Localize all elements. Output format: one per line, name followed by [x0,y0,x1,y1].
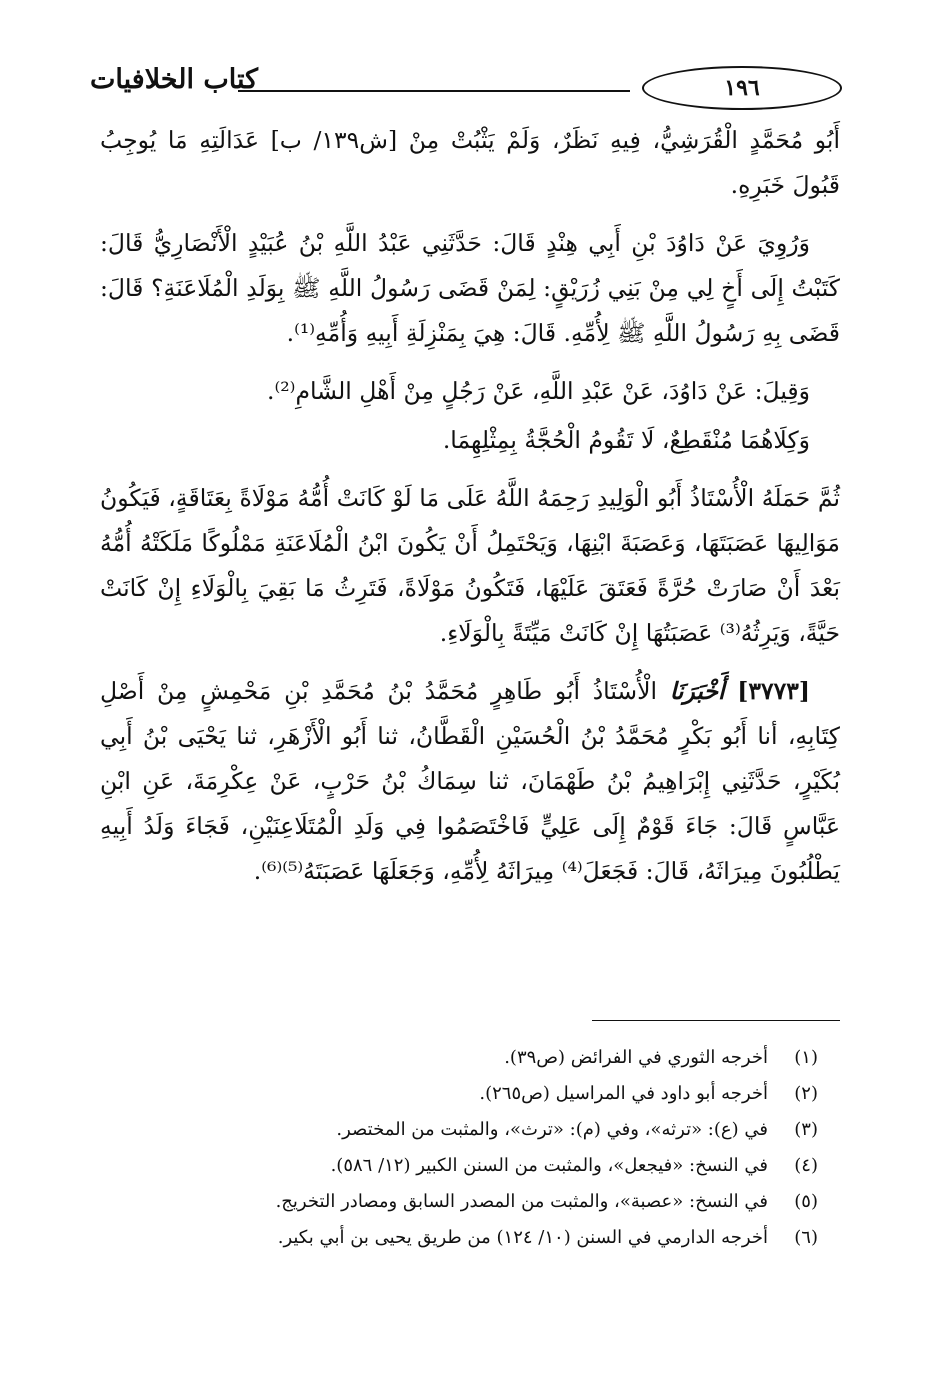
page-number: ١٩٦ [724,75,760,101]
footnote-text: أخرجه أبو داود في المراسيل (ص٢٦٥). [479,1083,768,1104]
footnote [120,1220,818,1256]
footnote-number: (٥) [794,1191,818,1212]
footnote-text: أخرجه الدارمي في السنن (١٠/ ١٢٤) من طريق يحيى بن أبي بكير. [277,1227,768,1248]
footnote [120,1184,818,1220]
paragraph-5: ثُمَّ حَمَلَهُ الْأُسْتَاذُ أَبُو الْوَلِيدِ رَحِمَهُ اللَّهُ عَلَى مَا لَوْ كَانَتْ أُمُّهُ مَوْلَاةً بِعَتَاقَةٍ، فَيَكُونُ مَوَالِيهَا عَصَبَتَهَا، وَعَصَبَةَ ابْنِهَا، وَيَحْتَمِلُ أَنْ يَكُونَ ابْنُ الْمُلَاعَنَةِ مَمْلُوكًا مَلَكَتْهُ أُمُّهُ بَعْدَ أَنْ صَارَتْ حُرَّةً فَعَتَقَ عَلَيْهَا، فَتَكُونُ مَوْلَاةً، فَتَرِثُ مَا بَقِيَ بِالْوَلَاءِ إِنْ كَانَتْ حَيَّةً، وَيَرِثُهُ⁽³⁾ عَصَبَتُهَا إِنْ كَانَتْ مَيِّتَةً بِالْوَلَاءِ. [100,484,840,647]
footnote-text: في (ع): «ترثه»، وفي (م): «ترث»، والمثبت من المختصر. [336,1119,768,1140]
footnote-number: (١) [794,1047,818,1068]
footnote-number: (٤) [794,1155,818,1176]
footnote-number: (٦) [794,1227,818,1248]
akhbarana-heading: أَخْبَرَنَا [669,677,725,705]
page-number-badge [642,66,842,110]
footnote-text: في النسخ: «فيجعل»، والمثبت من السنن الكبير (١٢/ ٥٨٦). [330,1155,768,1176]
paragraph-4: وَكِلَاهُمَا مُنْقَطِعٌ، لَا تَقُومُ الْحُجَّةُ بِمِثْلِهِمَا. [442,426,810,454]
footnote [120,1112,818,1148]
main-text [100,118,840,907]
paragraph-3: وَقِيلَ: عَنْ دَاوُدَ، عَنْ عَبْدِ اللَّهِ، عَنْ رَجُلٍ مِنْ أَهْلِ الشَّامِ⁽²⁾. [267,377,810,405]
paragraph-1: أَبُو مُحَمَّدٍ الْقُرَشِيُّ، فِيهِ نَظَرٌ، وَلَمْ يَثْبُتْ مِنْ [ش١٣٩/ ب] عَدَالَتِهِ مَا يُوجِبُ قَبُولَ خَبَرِهِ. [100,126,840,199]
footnote-text: في النسخ: «عصبة»، والمثبت من المصدر السابق ومصادر التخريج. [275,1191,768,1212]
page-header [90,62,842,112]
book-title: كتاب الخلافيات [90,64,259,95]
hadith-number: [٣٧٧٣] [737,677,810,705]
footnote [120,1148,818,1184]
header-rule [238,90,630,92]
footnotes [120,1040,818,1256]
hadith-text: الْأُسْتَاذُ أَبُو طَاهِرٍ مُحَمَّدُ بْنُ مُحَمَّدِ بْنِ مَحْمِشٍ مِنْ أَصْلِ كِتَابِهِ، أنا أَبُو بَكْرٍ مُحَمَّدُ بْنُ الْحُسَيْنِ الْقَطَّانُ، ثنا أَبُو الْأَزْهَرِ، ثنا يَحْيَى بْنُ أَبِي بُكَيْرٍ، حَدَّثَنِي إِبْرَاهِيمُ بْنُ طَهْمَانَ، ثنا سِمَاكُ بْنُ حَرْبٍ، عَنْ عِكْرِمَةَ، عَنِ ابْنِ عَبَّاسٍ قَالَ: جَاءَ قَوْمٌ إِلَى عَلِيٍّ فَاخْتَصَمُوا فِي وَلَدِ الْمُتَلَاعِنَيْنِ، فَجَاءَ وَلَدُ أَبِيهِ يَطْلُبُونَ مِيرَاثَهُ، قَالَ: فَجَعَلَ⁽⁴⁾ مِيرَاثَهُ لِأُمِّهِ، وَجَعَلَهَا عَصَبَتَهُ⁽⁵⁾⁽⁶⁾. [100,677,840,885]
paragraph-2: وَرُوِيَ عَنْ دَاوُدَ بْنِ أَبِي هِنْدٍ قَالَ: حَدَّثَنِي عَبْدُ اللَّهِ بْنُ عُبَيْدٍ الْأَنْصَارِيُّ قَالَ: كَتَبْتُ إِلَى أَخٍ لِي مِنْ بَنِي زُرَيْقٍ: لِمَنْ قَضَى رَسُولُ اللَّهِ ﷺ بِوَلَدِ الْمُلَاعَنَةِ؟ قَالَ: قَضَى بِهِ رَسُولُ اللَّهِ ﷺ لِأُمِّهِ. قَالَ: هِيَ بِمَنْزِلَةِ أَبِيهِ وَأُمِّهِ⁽¹⁾. [100,229,840,347]
footnote [120,1040,818,1076]
footnote-separator [592,1020,840,1021]
footnote-text: أخرجه الثوري في الفرائض (ص٣٩). [504,1047,768,1068]
footnote-number: (٢) [794,1083,818,1104]
paragraph-6 [100,669,840,894]
footnote-number: (٣) [794,1119,818,1140]
footnote [120,1076,818,1112]
